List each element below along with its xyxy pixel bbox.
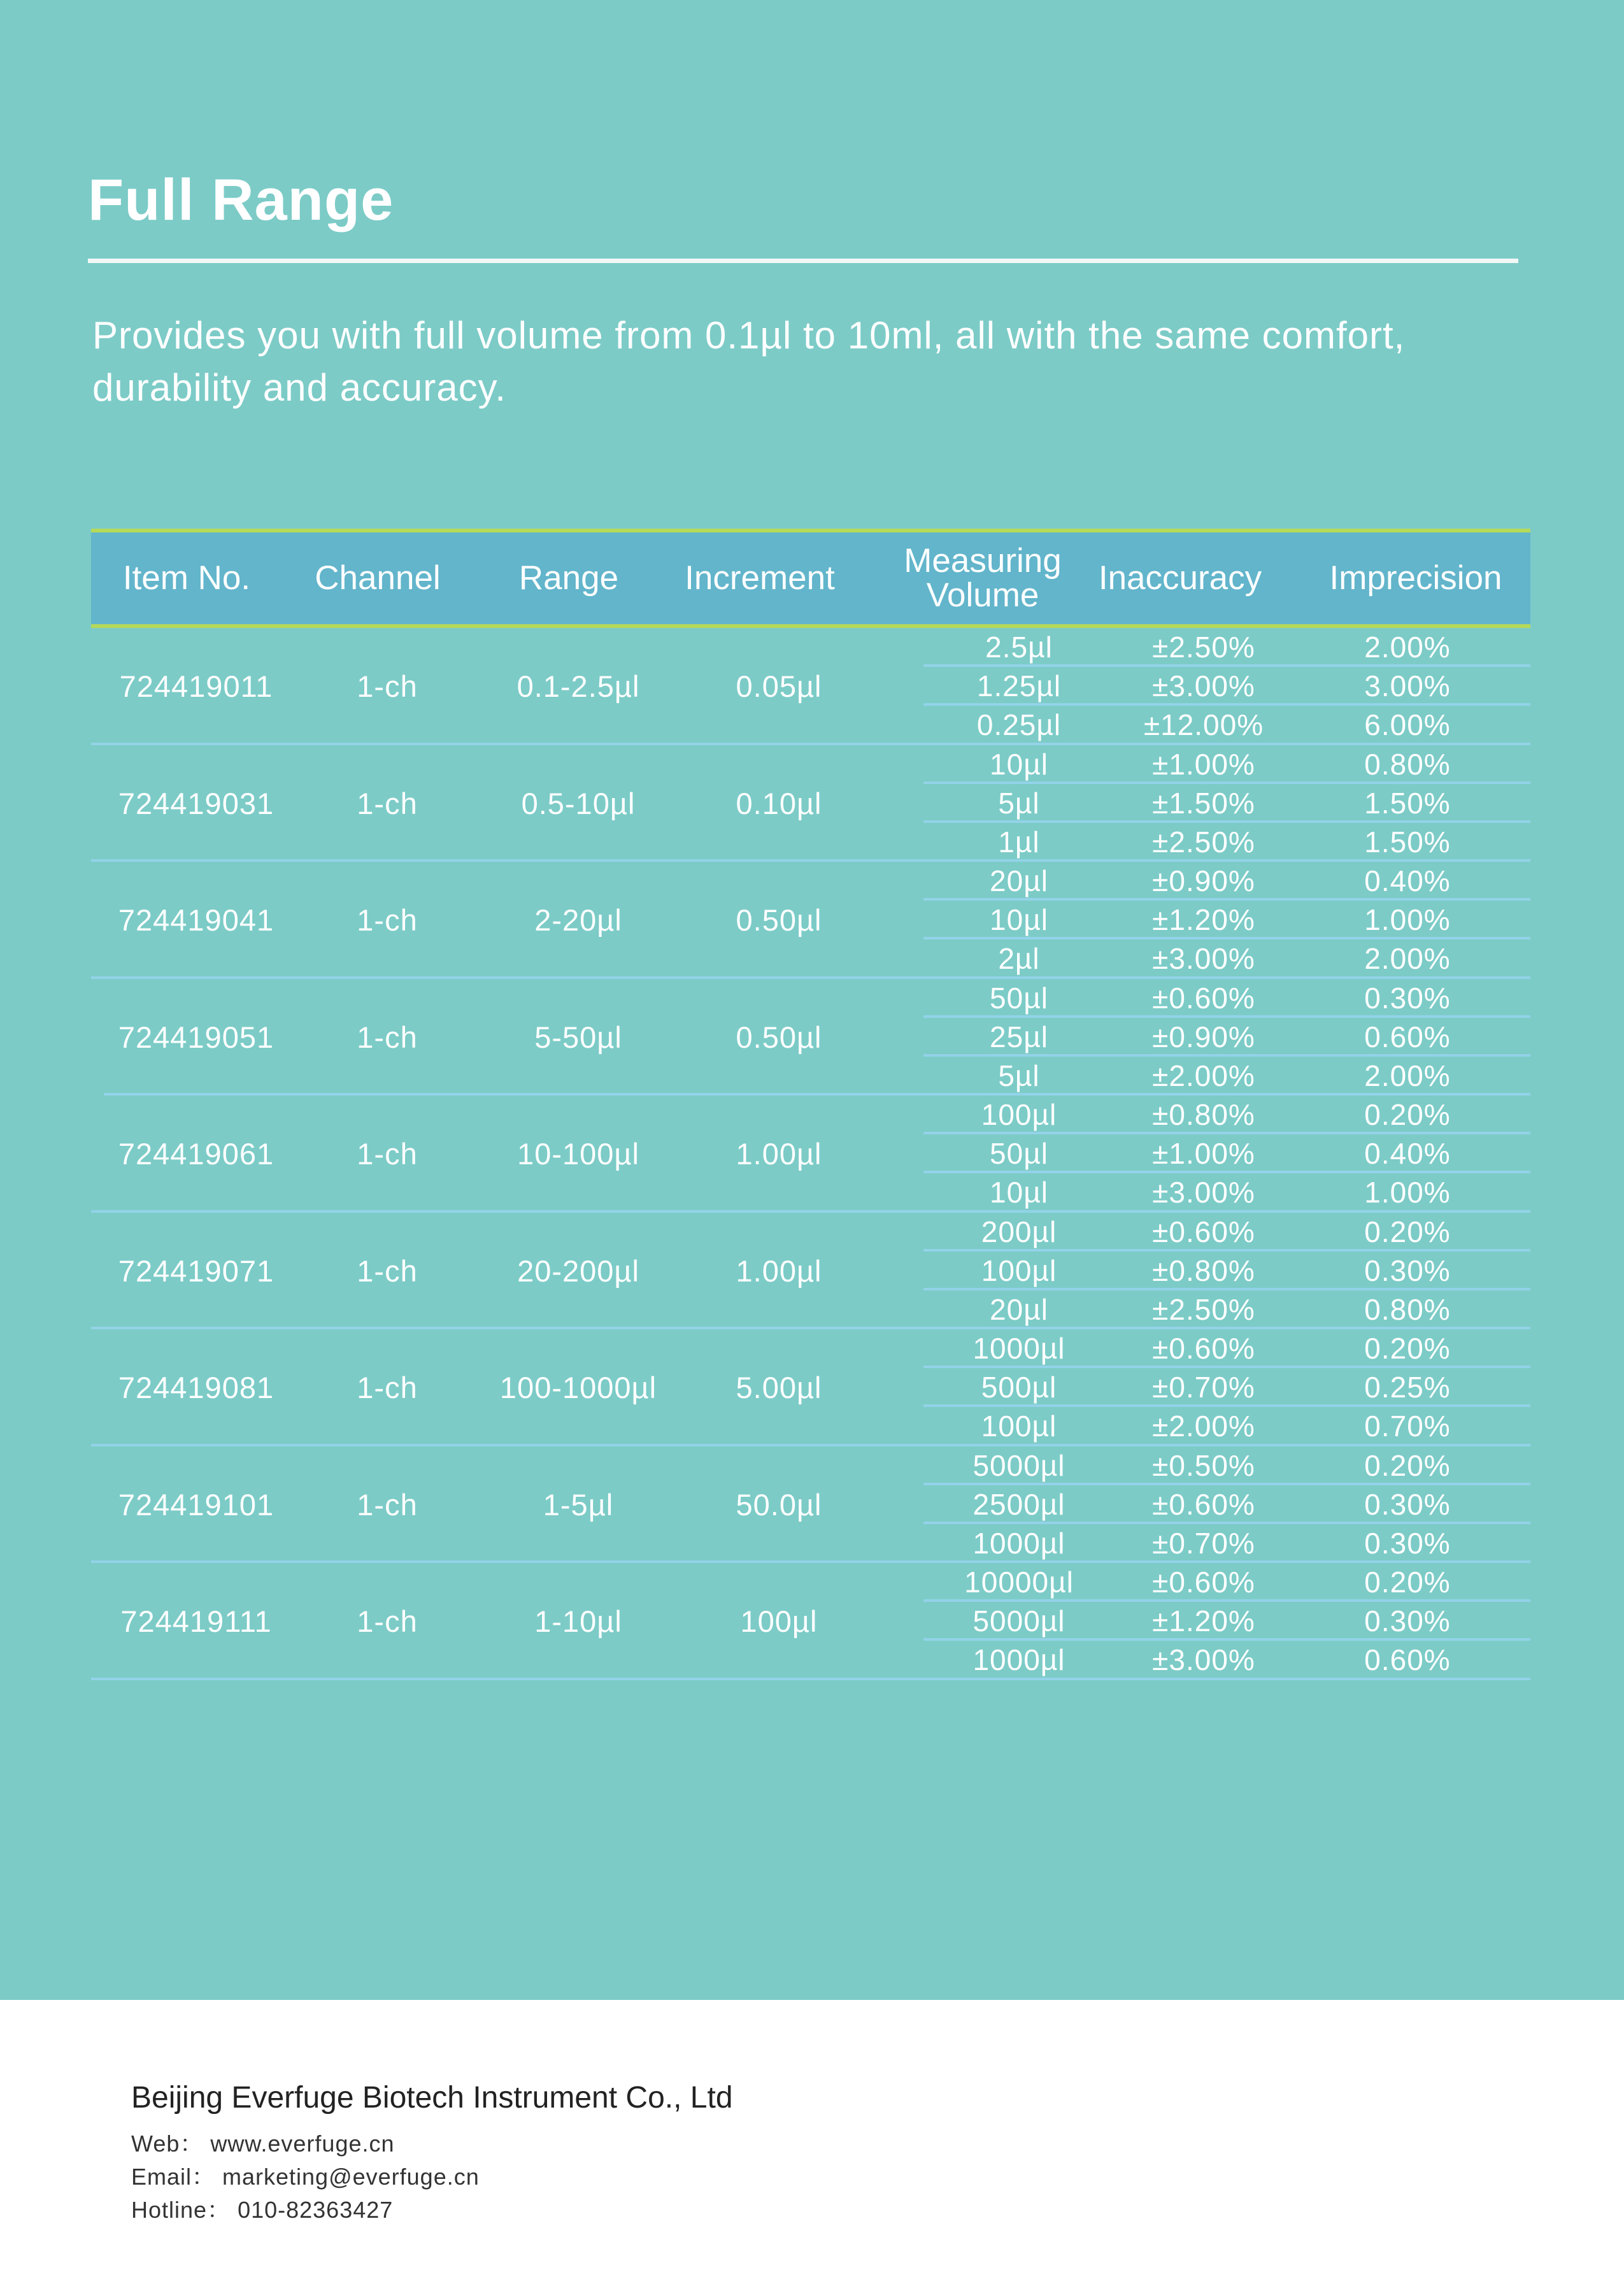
measuring-volume-cell: 10000µl [964, 1566, 1074, 1599]
sub-row [923, 1641, 1530, 1680]
imprecision-cell: 1.00% [1364, 903, 1451, 937]
channel-cell: 1-ch [357, 1604, 418, 1639]
inaccuracy-cell: ±0.80% [1152, 1253, 1255, 1287]
inaccuracy-cell: ±0.50% [1152, 1448, 1255, 1482]
imprecision-cell: 0.30% [1364, 1253, 1451, 1287]
channel-cell: 1-ch [357, 1137, 418, 1171]
inaccuracy-cell: ±2.00% [1152, 1059, 1255, 1092]
measuring-volume-cell: 5000µl [972, 1604, 1065, 1638]
sub-row [923, 1134, 1530, 1173]
sub-row [923, 862, 1530, 901]
imprecision-cell: 0.40% [1364, 1137, 1451, 1171]
header-inaccuracy: Inaccuracy [1098, 559, 1262, 597]
inaccuracy-cell: ±1.00% [1152, 1137, 1255, 1171]
imprecision-cell: 0.25% [1364, 1371, 1451, 1404]
increment-cell: 1.00µl [736, 1253, 822, 1288]
measuring-volume-cell: 2500µl [972, 1487, 1065, 1521]
inaccuracy-cell: ±0.90% [1152, 1020, 1255, 1053]
sub-row [923, 1290, 1530, 1329]
sub-row [923, 784, 1530, 823]
range-cell: 2-20µl [534, 903, 622, 938]
range-cell: 10-100µl [517, 1137, 639, 1171]
table-row [91, 1446, 1530, 1564]
imprecision-cell: 0.80% [1364, 1292, 1451, 1326]
header-increment: Increment [685, 559, 835, 597]
table-body [91, 628, 1530, 1680]
footer-company: Beijing Everfuge Biotech Instrument Co., Ltd [131, 2081, 733, 2115]
sub-row [923, 1173, 1530, 1212]
footer-email: Email： marketing@everfuge.cn [131, 2164, 480, 2190]
header-item-no: Item No. [122, 559, 251, 597]
measuring-volume-cell: 5µl [998, 786, 1040, 820]
increment-cell: 0.10µl [736, 786, 822, 820]
inaccuracy-cell: ±12.00% [1143, 708, 1264, 742]
range-cell: 0.1-2.5µl [516, 669, 640, 704]
channel-cell: 1-ch [357, 786, 418, 820]
inaccuracy-cell: ±2.50% [1152, 631, 1255, 664]
increment-cell: 1.00µl [736, 1137, 822, 1171]
imprecision-cell: 0.30% [1364, 981, 1451, 1015]
measuring-volume-cell: 10µl [990, 903, 1048, 937]
imprecision-cell: 0.60% [1364, 1020, 1451, 1053]
increment-cell: 50.0µl [736, 1487, 822, 1522]
sub-row [923, 1252, 1530, 1290]
inaccuracy-cell: ±0.60% [1152, 1332, 1255, 1365]
sub-row [923, 901, 1530, 939]
imprecision-cell: 3.00% [1364, 669, 1451, 703]
sub-row [923, 1602, 1530, 1641]
sub-row [923, 1018, 1530, 1057]
measuring-volume-cell: 1000µl [972, 1526, 1065, 1560]
imprecision-cell: 0.80% [1364, 747, 1451, 781]
item-no-cell: 724419101 [118, 1487, 274, 1522]
measuring-volume-cell: 20µl [990, 864, 1048, 897]
inaccuracy-cell: ±2.50% [1152, 1292, 1255, 1326]
measuring-volume-cell: 10µl [990, 747, 1048, 781]
imprecision-cell: 1.00% [1364, 1176, 1451, 1210]
inaccuracy-cell: ±0.90% [1152, 864, 1255, 897]
imprecision-cell: 0.20% [1364, 1098, 1451, 1131]
measuring-volume-cell: 200µl [981, 1215, 1057, 1248]
imprecision-cell: 0.70% [1364, 1410, 1451, 1443]
measuring-volume-cell: 1000µl [972, 1332, 1065, 1365]
header-imprecision: Imprecision [1329, 559, 1502, 597]
measuring-volume-cell: 5000µl [972, 1448, 1065, 1482]
title-divider [88, 259, 1518, 263]
inaccuracy-cell: ±1.00% [1152, 747, 1255, 781]
channel-cell: 1-ch [357, 1371, 418, 1405]
imprecision-cell: 1.50% [1364, 825, 1451, 859]
inaccuracy-cell: ±1.20% [1152, 903, 1255, 937]
inaccuracy-cell: ±1.20% [1152, 1604, 1255, 1638]
imprecision-cell: 0.30% [1364, 1526, 1451, 1560]
imprecision-cell: 1.50% [1364, 786, 1451, 820]
page-title: Full Range [88, 168, 394, 232]
range-cell: 20-200µl [517, 1253, 639, 1288]
item-no-cell: 724419041 [118, 903, 274, 938]
sub-row [923, 706, 1530, 745]
sub-row [923, 823, 1530, 862]
measuring-volume-cell: 0.25µl [976, 708, 1062, 742]
channel-cell: 1-ch [357, 1253, 418, 1288]
inaccuracy-cell: ±0.70% [1152, 1526, 1255, 1560]
inaccuracy-cell: ±0.60% [1152, 1487, 1255, 1521]
item-no-cell: 724419111 [120, 1604, 272, 1639]
inaccuracy-cell: ±2.50% [1152, 825, 1255, 859]
measuring-volume-cell: 10µl [990, 1176, 1048, 1210]
table-row [91, 1563, 1530, 1680]
measuring-volume-cell: 100µl [981, 1410, 1057, 1443]
measuring-volume-cell: 2µl [998, 942, 1040, 976]
footer-hotline: Hotline： 010-82363427 [131, 2197, 394, 2223]
imprecision-cell: 2.00% [1364, 942, 1451, 976]
measuring-volume-cell: 50µl [990, 981, 1048, 1015]
header-measuring-volume: Measuring Volume [904, 542, 1062, 614]
range-cell: 100-1000µl [499, 1371, 657, 1405]
table-row [91, 1096, 1530, 1213]
measuring-volume-cell: 1.25µl [976, 669, 1062, 703]
range-cell: 5-50µl [534, 1020, 622, 1054]
item-no-cell: 724419071 [118, 1253, 274, 1288]
imprecision-cell: 0.20% [1364, 1332, 1451, 1365]
intro-text: Provides you with full volume from 0.1µl to 10ml, all with the same comfort, durability and accuracy. [92, 314, 1406, 409]
measuring-volume-cell: 100µl [981, 1253, 1057, 1287]
increment-cell: 100µl [740, 1604, 818, 1639]
table-header [91, 532, 1530, 624]
increment-cell: 0.05µl [736, 669, 822, 704]
sub-row [923, 1563, 1530, 1602]
table-row [91, 628, 1530, 745]
table-row [91, 1213, 1530, 1330]
measuring-volume-cell: 50µl [990, 1137, 1048, 1171]
channel-cell: 1-ch [357, 669, 418, 704]
imprecision-cell: 0.40% [1364, 864, 1451, 897]
inaccuracy-cell: ±3.00% [1152, 1176, 1255, 1210]
imprecision-cell: 0.30% [1364, 1604, 1451, 1638]
inaccuracy-cell: ±3.00% [1152, 669, 1255, 703]
inaccuracy-cell: ±1.50% [1152, 786, 1255, 820]
imprecision-cell: 0.20% [1364, 1448, 1451, 1482]
imprecision-cell: 2.00% [1364, 1059, 1451, 1092]
sub-row [923, 939, 1530, 978]
measuring-volume-cell: 20µl [990, 1292, 1048, 1326]
imprecision-cell: 0.20% [1364, 1566, 1451, 1599]
item-no-cell: 724419081 [118, 1371, 274, 1405]
measuring-volume-cell: 25µl [990, 1020, 1048, 1053]
item-no-cell: 724419011 [119, 669, 273, 704]
imprecision-cell: 0.20% [1364, 1215, 1451, 1248]
sub-row [923, 1329, 1530, 1368]
sub-row [923, 979, 1530, 1018]
row-divider [91, 1678, 1530, 1680]
sub-row [923, 1524, 1530, 1563]
inaccuracy-cell: ±0.60% [1152, 1215, 1255, 1248]
increment-cell: 5.00µl [736, 1371, 822, 1405]
inaccuracy-cell: ±0.60% [1152, 981, 1255, 1015]
spec-table [91, 529, 1530, 1680]
sub-row [923, 1213, 1530, 1252]
range-cell: 0.5-10µl [521, 786, 636, 820]
inaccuracy-cell: ±0.60% [1152, 1566, 1255, 1599]
inaccuracy-cell: ±0.70% [1152, 1371, 1255, 1404]
channel-cell: 1-ch [357, 1487, 418, 1522]
sub-row [923, 1485, 1530, 1524]
measuring-volume-cell: 5µl [998, 1059, 1040, 1092]
sub-row [923, 1368, 1530, 1407]
table-row [91, 979, 1530, 1096]
measuring-volume-cell: 100µl [981, 1098, 1057, 1131]
sub-row [923, 628, 1530, 667]
increment-cell: 0.50µl [736, 903, 822, 938]
inaccuracy-cell: ±3.00% [1152, 1643, 1255, 1677]
header-channel: Channel [315, 559, 441, 597]
sub-row [923, 1407, 1530, 1446]
channel-cell: 1-ch [357, 903, 418, 938]
measuring-volume-cell: 1000µl [972, 1643, 1065, 1677]
sub-row [923, 667, 1530, 706]
sub-row [923, 1057, 1530, 1096]
sub-row [923, 1446, 1530, 1485]
imprecision-cell: 0.30% [1364, 1487, 1451, 1521]
table-row [91, 1329, 1530, 1446]
inaccuracy-cell: ±2.00% [1152, 1410, 1255, 1443]
imprecision-cell: 6.00% [1364, 708, 1451, 742]
item-no-cell: 724419061 [118, 1137, 274, 1171]
item-no-cell: 724419031 [118, 786, 274, 820]
item-no-cell: 724419051 [118, 1020, 274, 1054]
imprecision-cell: 2.00% [1364, 631, 1451, 664]
increment-cell: 0.50µl [736, 1020, 822, 1054]
footer-web: Web： www.everfuge.cn [131, 2131, 395, 2157]
range-cell: 1-5µl [543, 1487, 614, 1522]
imprecision-cell: 0.60% [1364, 1643, 1451, 1677]
inaccuracy-cell: ±0.80% [1152, 1098, 1255, 1131]
table-row [91, 745, 1530, 862]
inaccuracy-cell: ±3.00% [1152, 942, 1255, 976]
sub-row [923, 1096, 1530, 1134]
measuring-volume-cell: 2.5µl [985, 631, 1053, 664]
channel-cell: 1-ch [357, 1020, 418, 1054]
range-cell: 1-10µl [534, 1604, 622, 1639]
table-row [91, 862, 1530, 979]
sub-row [923, 745, 1530, 784]
measuring-volume-cell: 1µl [998, 825, 1040, 859]
measuring-volume-cell: 500µl [981, 1371, 1057, 1404]
header-range: Range [518, 559, 619, 597]
